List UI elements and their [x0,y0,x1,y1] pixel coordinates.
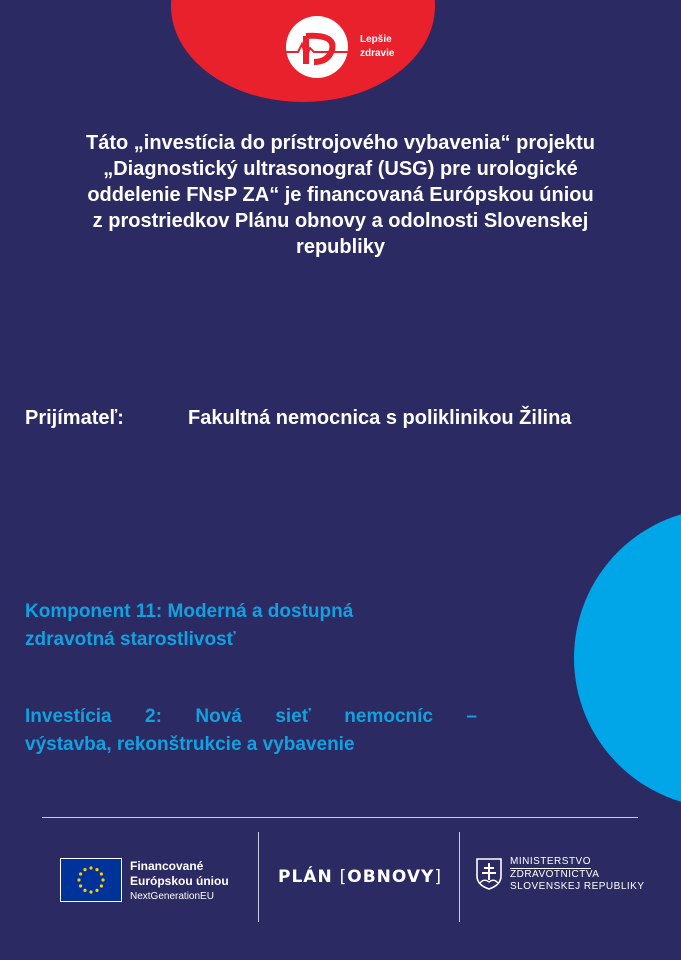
eu-stars-icon [61,859,121,901]
logo-text [360,33,394,61]
bracket-right-icon: ] [434,867,442,887]
intro-line: z prostriedkov Plánu obnovy a odolnosti Slovenskej [92,210,589,232]
plan-word: PLÁN [278,867,333,887]
ministry-line-2: ZDRAVOTNÍCTVA [510,869,600,880]
component-line-1: Komponent 11: Moderná a dostupná [25,601,354,622]
investment-line-2: výstavba, rekonštrukcie a vybavenie [25,734,355,755]
intro-line: republiky [296,236,385,258]
ministry-text [510,856,645,893]
eu-funding-text [130,859,229,904]
logo-line-1: Lepšie [360,34,392,45]
footer-vertical-divider [258,832,259,922]
eu-line-3: NextGenerationEU [130,891,214,902]
investment-heading [25,703,477,759]
logo-line-2: zdravie [360,48,395,59]
eu-line-1: Financované [130,859,204,873]
recipient-value: Fakultná nemocnica s poliklinikou Žilina [188,407,572,429]
eu-flag-icon [60,858,122,902]
bracket-left-icon: [ [339,867,348,887]
intro-paragraph [22,130,659,260]
obnovy-word: OBNOVY [347,867,435,887]
intro-line: Táto „investícia do prístrojového vybavenia“ projektu [85,132,595,154]
investment-line-1: Investícia 2: Nová sieť nemocníc – [25,706,477,727]
intro-line: „Diagnostický ultrasonograf (USG) pre urologické [103,158,578,180]
component-line-2: zdravotná starostlivosť [25,629,236,650]
ministry-line-1: MINISTERSTVO [510,856,592,867]
component-heading [25,598,485,654]
slovak-coat-of-arms-icon [476,858,502,890]
footer-vertical-divider [459,832,460,922]
eu-line-2: Európskou úniou [130,874,229,888]
recipient-row [25,405,665,431]
blue-circle-decoration [574,508,681,808]
ministry-line-3: SLOVENSKEJ REPUBLIKY [510,881,645,892]
footer-divider [42,817,638,818]
intro-line: oddelenie FNsP ZA“ je financovaná Európskou úniou [87,184,594,206]
plan-obnovy-logo [278,866,442,888]
recipient-label: Prijímateľ: [25,407,124,429]
lepsie-zdravie-logo-icon [284,14,354,80]
